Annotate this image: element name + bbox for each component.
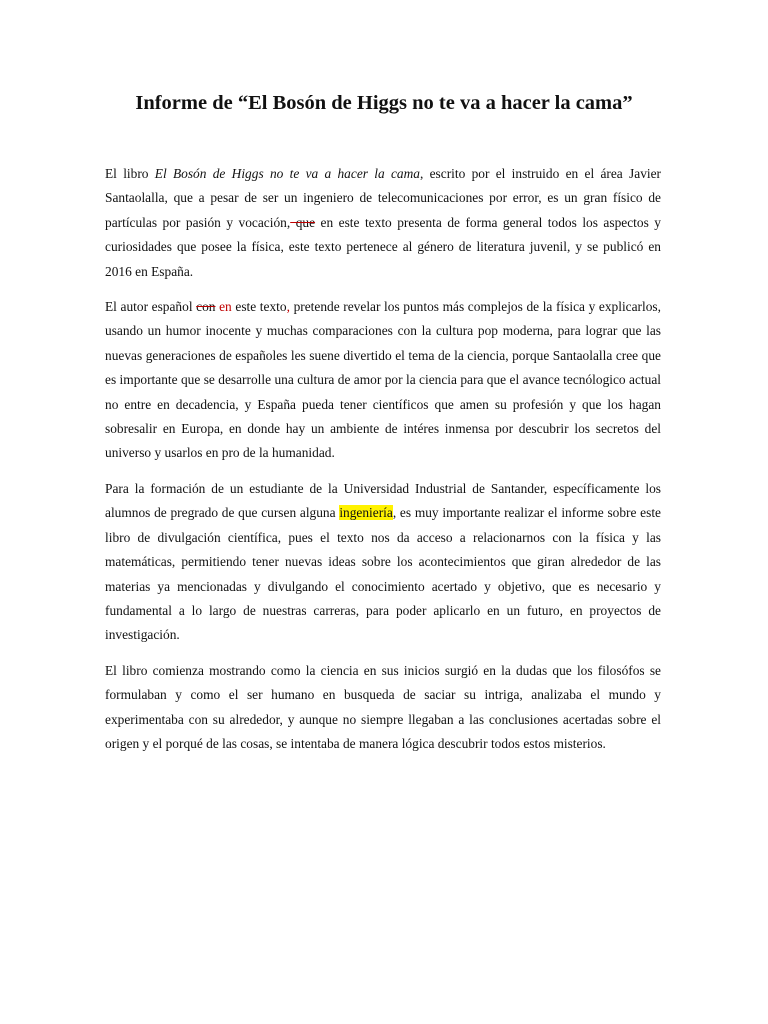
paragraph-2-text-c: pretende revelar los puntos más complejos de la física y explicarlos, usando un humor inocente y muchas comparaciones con la cultura pop moderna, para lograr que las nuevas generaciones de españoles les suene divertido el tema de la ciencia, porque Santaolalla cree que es importante que se desarrolle una cultura de amor por la ciencia para que el avance tecnólogico actual no entre en decadencia, y España pueda tener científicos que amen su profesión y que los hagan sobresalir en Europa, en donde hay un ambiente de intéres inmensa por descubrir los secretos del universo y usarlos en pro de la humanidad. [105,299,661,461]
paragraph-4: El libro comienza mostrando como la ciencia en sus inicios surgió en la dudas que los filosófos se formulaban y como el ser humano en busqueda de saciar su intriga, analizaba el mundo y experimentaba con su alrededor, y aunque no siempre llegaban a las conclusiones acertadas sobre el origen y el porqué de las cosas, se intentaba de manera lógica descubrir todos estos misterios. [105,662,661,751]
paragraph-1-text-b: , escrito por el instruido en el área Javier Santaolalla, que a pesar de ser un ingeniero de telecomunicaciones por error, es un gran físico de partículas por pasión y vocación, [105,166,662,230]
paragraph-1 [105,162,661,284]
inserted-comma: , [286,299,290,315]
paragraph-1-text-a: El libro [105,166,155,181]
deleted-text-que: que [290,214,316,230]
paragraph-3-text-a: Para la formación de un estudiante de la Universidad Industrial de Santander, específicamente los alumnos de pregrado de que cursen alguna [105,480,661,521]
paragraph-3-text-b: , es muy importante realizar el informe sobre este libro de divulgación científica, pues el texto nos da acceso a relacionarnos con la física y las matemáticas, permitiendo tener nuevas ideas sobre los acontecimientos que giran alrededor de las materias ya mencionadas y divulgando el conocimiento acertado y objetivo, que es necesario y fundamental a lo largo de nuestras carreras, para poder aplicarlo en un futuro, en proyectos de investigación. [105,505,661,643]
book-title-italic: El Bosón de Higgs no te va a hacer la cama [154,166,420,181]
highlighted-word: ingeniería [339,505,393,521]
inserted-text-en: en [215,299,232,315]
paragraph-2 [105,295,661,466]
document-title: Informe de “El Bosón de Higgs no te va a hacer la cama” [135,92,633,114]
document-body [105,162,661,767]
paragraph-3 [105,477,661,648]
deleted-text-con: con [196,299,216,315]
paragraph-1-text-c: en este texto presenta de forma general todos los aspectos y curiosidades que posee la física, este texto pertenece al género de literatura juvenil, y se publicó en 2016 en España. [105,214,661,279]
paragraph-2-text-b: este texto [231,299,287,315]
paragraph-2-text-a: El autor español [105,299,197,315]
